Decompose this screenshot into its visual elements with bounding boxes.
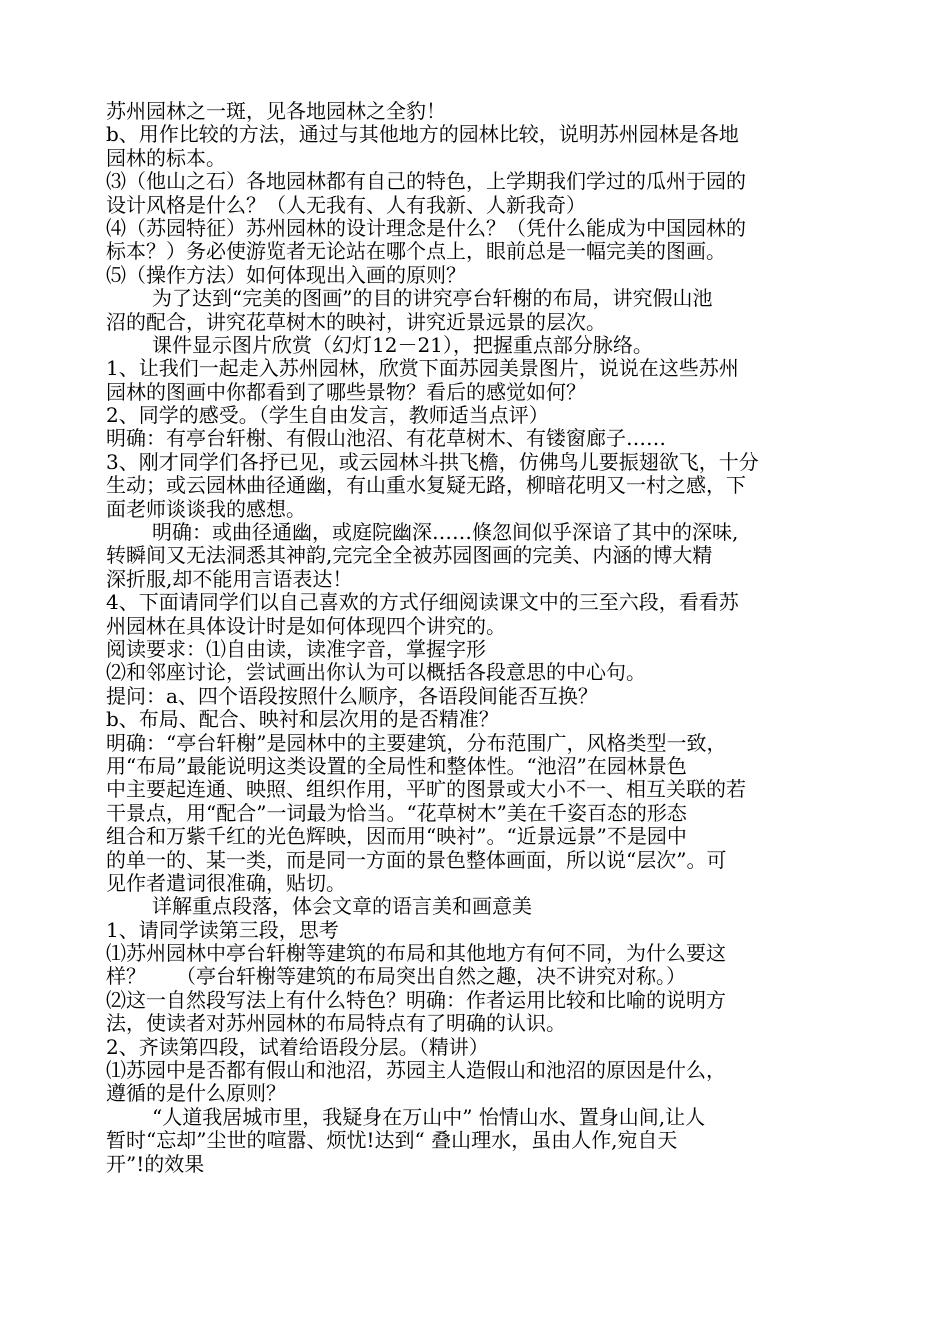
text-line: 明确：“亭台轩榭”是园林中的主要建筑，分布范围广，风格类型一致，: [106, 731, 727, 755]
text-line: 开”!的效果: [106, 1152, 205, 1176]
text-line: ⑶（他山之石）各地园林都有自己的特色，上学期我们学过的瓜州于园的: [106, 170, 746, 194]
text-line: b、用作比较的方法，通过与其他地方的园林比较，说明苏州园林是各地: [106, 123, 739, 147]
text-line: 园林的图画中你都看到了哪些景物？看后的感觉如何？: [106, 380, 586, 404]
text-line: ⑵这一自然段写法上有什么特色？明确：作者运用比较和比喻的说明方: [106, 988, 726, 1012]
text-line: “人道我居城市里，我疑身在万山中” 怡情山水、置身山间,让人: [152, 1105, 706, 1129]
text-line: 见作者遣词很准确，贴切。: [106, 871, 346, 895]
text-line: 为了达到“完美的图画”的目的讲究亭台轩榭的布局，讲究假山池: [152, 287, 713, 311]
text-line: 生动；或云园林曲径通幽，有山重水复疑无路，柳暗花明又一村之感，下: [106, 474, 746, 498]
text-line: ⑷（苏园特征）苏州园林的设计理念是什么？（凭什么能成为中国园林的: [106, 216, 746, 240]
text-line: 苏州园林之一斑，见各地园林之全豹！: [106, 100, 446, 123]
text-line: 园林的标本。: [106, 146, 226, 170]
section-heading: 详解重点段落，体会文章的语言美和画意美: [152, 895, 532, 919]
text-line: 深折服,却不能用言语表达！: [106, 567, 353, 591]
text-line: 面老师谈谈我的感想。: [106, 497, 306, 521]
text-line: 的单一的、某一类，而是同一方面的景色整体画面，所以说“层次”。可: [106, 848, 727, 872]
text-line: 4、下面请同学们以自己喜欢的方式仔细阅读课文中的三至六段，看看苏: [106, 591, 739, 615]
text-line: 1、让我们一起走入苏州园林，欣赏下面苏园美景图片，说说在这些苏州: [106, 357, 739, 381]
text-line: 明确：或曲径通幽，或庭院幽深……倏忽间似乎深谙了其中的深味,: [152, 521, 739, 545]
text-line: 中主要起连通、映照、组织作用，平旷的图景或大小不一、相互关联的若: [106, 778, 746, 802]
text-line: 法，使读者对苏州园林的布局特点有了明确的认识。: [106, 1012, 566, 1036]
text-line: 设计风格是什么？（人无我有、人有我新、人新我奇）: [106, 193, 586, 217]
text-line: 1、请同学读第三段，思考: [106, 918, 339, 942]
text-line: 沼的配合，讲究花草树木的映衬，讲究近景远景的层次。: [106, 310, 606, 334]
text-line: 干景点，用“配合”一词最为恰当。“花草树木”美在千姿百态的形态: [106, 801, 687, 825]
text-line: 用“布局”最能说明这类设置的全局性和整体性。“池沼”在园林景色: [106, 754, 687, 778]
text-line: 3、刚才同学们各抒已见，或云园林斗拱飞檐，仿佛鸟儿要振翅欲飞，十分: [106, 450, 759, 474]
text-line: b、布局、配合、映衬和层次用的是否精准？: [106, 708, 499, 732]
text-line: 课件显示图片欣赏（幻灯12－21），把握重点部分脉络。: [152, 333, 653, 357]
text-line: ⑴苏州园林中亭台轩榭等建筑的布局和其他地方有何不同，为什么要这: [106, 942, 726, 966]
text-line: ⑴苏园中是否都有假山和池沼，苏园主人造假山和池沼的原因是什么，: [106, 1059, 726, 1083]
text-line: 2、同学的感受。（学生自由发言，教师适当点评）: [106, 404, 549, 428]
text-line: 阅读要求：⑴自由读，读准字音，掌握字形: [106, 637, 486, 661]
text-line: ⑸（操作方法）如何体现出入画的原则？: [106, 263, 466, 287]
text-line: 样？ （亭台轩榭等建筑的布局突出自然之趣，决不讲究对称。）: [106, 965, 686, 989]
text-line: 转瞬间又无法洞悉其神韵,完完全全被苏园图画的完美、内涵的博大精: [106, 544, 713, 568]
text-line: ⑵和邻座讨论，尝试画出你认为可以概括各段意思的中心句。: [106, 661, 646, 685]
document-page: [106, 100, 854, 1176]
text-line: 暂时“忘却”尘世的喧嚣、烦忧!达到“ 叠山理水，虽由人作,宛自天: [106, 1129, 678, 1153]
text-line: 明确：有亭台轩榭、有假山池沼、有花草树木、有镂窗廊子……: [106, 427, 666, 451]
text-line: 提问：a、四个语段按照什么顺序，各语段间能否互换？: [106, 684, 598, 708]
text-line: 标本？）务必使游览者无论站在哪个点上，眼前总是一幅完美的图画。: [106, 240, 726, 264]
text-line: 州园林在具体设计时是如何体现四个讲究的。: [106, 614, 506, 638]
text-line: 组合和万紫千红的光色辉映，因而用“映衬”。“近景远景”不是园中: [106, 825, 687, 849]
text-line: 遵循的是什么原则？: [106, 1082, 286, 1106]
text-line: 2、齐读第四段，试着给语段分层。（精讲）: [106, 1035, 489, 1059]
